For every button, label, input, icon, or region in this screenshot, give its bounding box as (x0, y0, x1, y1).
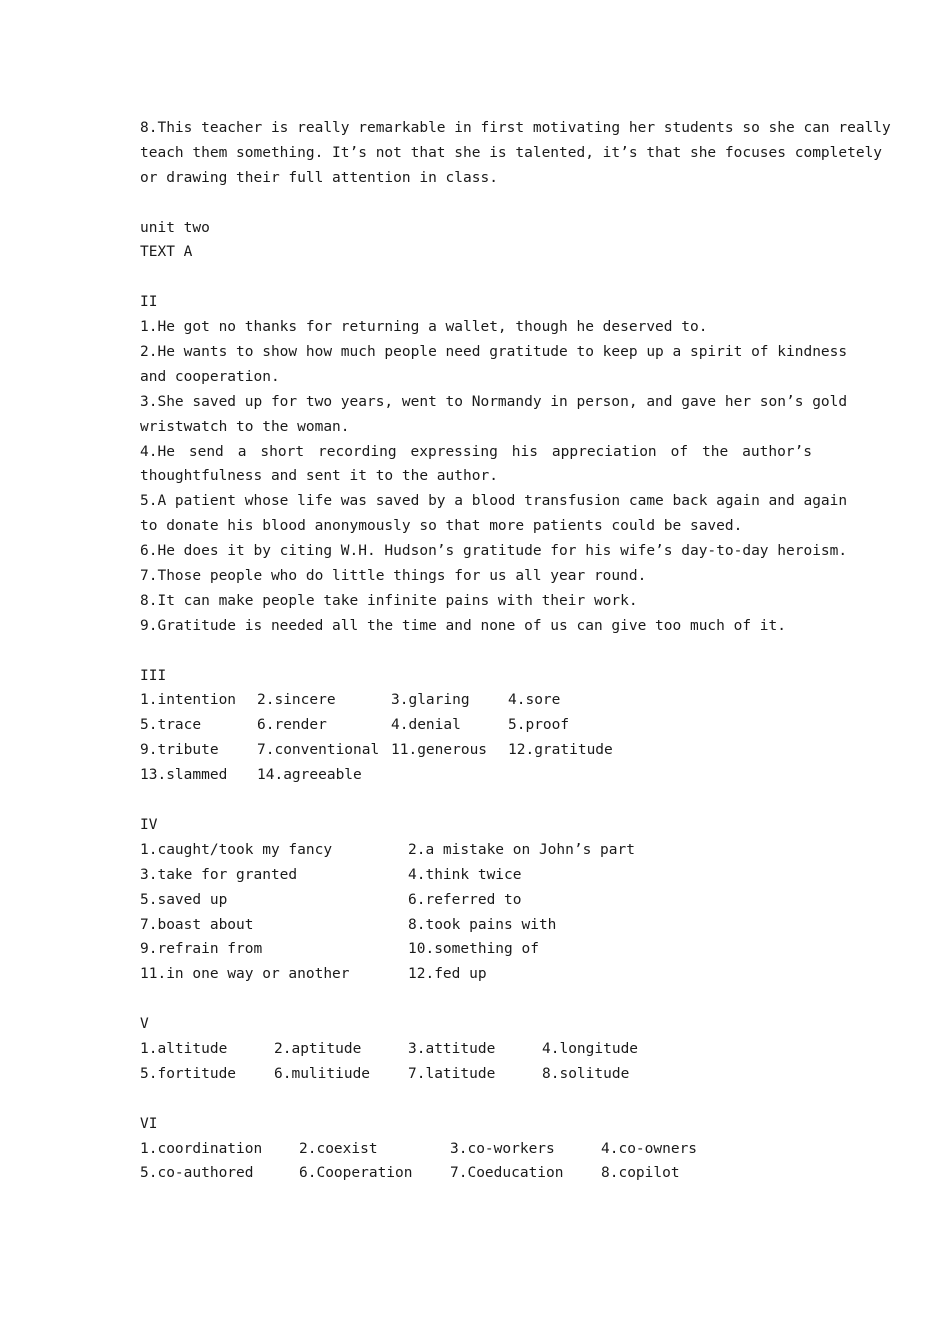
answer-line: to donate his blood anonymously so that more patients could be saved. (140, 518, 743, 535)
phrase-item: 11.in one way or another (140, 966, 350, 983)
document-page (140, 116, 891, 1186)
word-item: 7.latitude (408, 1065, 496, 1082)
answer-line: 1.He got no thanks for returning a wallet, though he deserved to. (140, 319, 708, 336)
word-item: 2.coexist (299, 1140, 378, 1157)
answer-line: and cooperation. (140, 368, 280, 385)
phrase-item: 8.took pains with (408, 916, 557, 933)
phrase-item: 7.boast about (140, 916, 254, 933)
spacer (140, 1087, 812, 1112)
answer-line: 8.It can make people take infinite pains with their work. (140, 592, 638, 609)
intro-line: 8.This teacher is really remarkable in first motivating her students so she can really (140, 120, 891, 136)
word-row (140, 688, 812, 713)
answer-line: 5.A patient whose life was saved by a blood transfusion came back again and again (140, 493, 848, 510)
word-item: 4.co-owners (601, 1140, 698, 1157)
word-item: 4.denial (391, 717, 461, 734)
section-v (140, 1012, 812, 1087)
word-item: 8.copilot (601, 1165, 680, 1182)
intro-paragraph (140, 116, 891, 191)
phrase-item: 6.referred to (408, 891, 522, 908)
answer-line: 4.He send a short recording expressing his appreciation of the author’s (140, 443, 812, 460)
section-iv (140, 813, 812, 987)
spacer (140, 788, 812, 813)
word-item: 4.longitude (542, 1040, 639, 1057)
word-row (140, 738, 812, 763)
word-item: 4.sore (508, 692, 561, 709)
intro-line: teach them something. It’s not that she is talented, it’s that she focuses completely (140, 144, 883, 161)
answer-line: 6.He does it by citing W.H. Hudson’s gratitude for his wife’s day-to-day heroism. (140, 543, 848, 560)
section-heading: IV (140, 816, 158, 833)
phrase-item: 10.something of (408, 941, 539, 958)
word-item: 2.aptitude (274, 1040, 362, 1057)
section-heading: II (140, 294, 158, 311)
phrase-item: 1.caught/took my fancy (140, 841, 333, 858)
word-item: 1.intention (140, 692, 237, 709)
phrase-item: 5.saved up (140, 891, 228, 908)
answer-line: thoughtfulness and sent it to the author. (140, 468, 498, 485)
word-item: 5.trace (140, 717, 202, 734)
unit-heading: unit two (140, 219, 210, 236)
word-row (140, 713, 812, 738)
word-item: 3.attitude (408, 1040, 496, 1057)
word-item: 6.mulitiude (274, 1065, 371, 1082)
answer-line: 3.She saved up for two years, went to Normandy in person, and gave her son’s gold (140, 393, 848, 410)
spacer (140, 191, 812, 216)
word-item: 12.gratitude (508, 742, 613, 759)
section-vi (140, 1112, 812, 1187)
word-row (140, 1137, 812, 1162)
section-heading: VI (140, 1115, 158, 1132)
word-item: 5.co-authored (140, 1165, 254, 1182)
phrase-item: 3.take for granted (140, 866, 298, 883)
word-item: 11.generous (391, 742, 488, 759)
word-row (140, 1037, 812, 1062)
word-item: 3.co-workers (450, 1140, 555, 1157)
word-item: 5.proof (508, 717, 570, 734)
word-item: 1.altitude (140, 1040, 228, 1057)
section-heading: V (140, 1016, 149, 1033)
word-item: 3.glaring (391, 692, 470, 709)
section-iii (140, 664, 812, 788)
phrase-row (140, 838, 812, 863)
word-item: 7.Coeducation (450, 1165, 564, 1182)
phrase-row (140, 962, 812, 987)
word-item: 1.coordination (140, 1140, 263, 1157)
word-item: 13.slammed (140, 767, 228, 784)
text-heading: TEXT A (140, 244, 193, 261)
phrase-row (140, 863, 812, 888)
phrase-item: 12.fed up (408, 966, 487, 983)
word-row (140, 1062, 812, 1087)
phrase-row (140, 888, 812, 913)
word-row (140, 763, 812, 788)
answer-line: 2.He wants to show how much people need gratitude to keep up a spirit of kindness (140, 344, 848, 361)
answer-line: 7.Those people who do little things for us all year round. (140, 568, 647, 585)
spacer (140, 265, 812, 290)
word-item: 14.agreeable (257, 767, 362, 784)
answer-line: 9.Gratitude is needed all the time and none of us can give too much of it. (140, 617, 787, 634)
word-item: 2.sincere (257, 692, 336, 709)
spacer (140, 987, 812, 1012)
phrase-row (140, 937, 812, 962)
word-item: 6.Cooperation (299, 1165, 413, 1182)
phrase-item: 4.think twice (408, 866, 522, 883)
word-item: 8.solitude (542, 1065, 630, 1082)
section-heading: III (140, 667, 167, 684)
word-item: 6.render (257, 717, 327, 734)
spacer (140, 639, 812, 664)
word-item: 5.fortitude (140, 1065, 237, 1082)
phrase-item: 9.refrain from (140, 941, 263, 958)
phrase-row (140, 913, 812, 938)
word-row (140, 1161, 812, 1186)
word-item: 7.conventional (257, 742, 380, 759)
word-item: 9.tribute (140, 742, 219, 759)
intro-line: or drawing their full attention in class. (140, 169, 498, 186)
answer-line: wristwatch to the woman. (140, 418, 350, 435)
section-ii (140, 290, 848, 638)
phrase-item: 2.a mistake on John’s part (408, 841, 635, 858)
